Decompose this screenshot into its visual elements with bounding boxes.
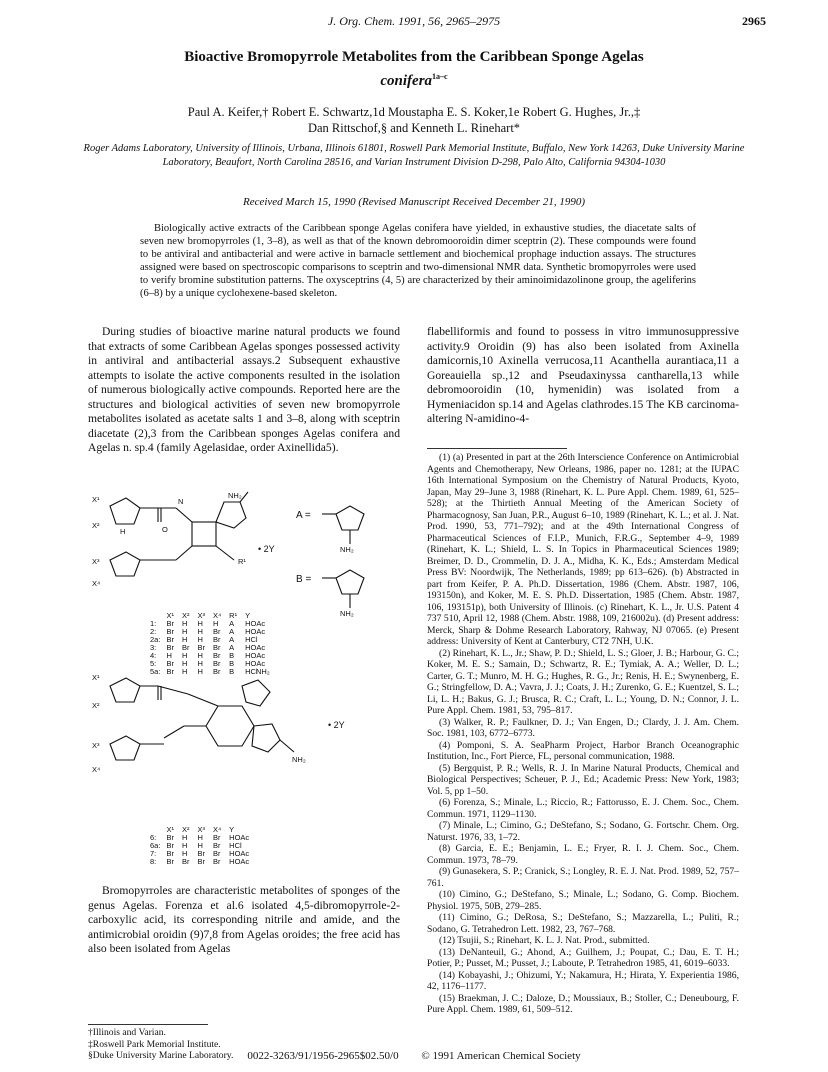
table-cell: H [212,619,219,628]
article-code: 0022-3263/91/1956-2965$02.50/0 [247,1050,399,1062]
table-cell: H [181,841,188,850]
cyclobutane-ring [192,522,216,546]
x2-label-2: X² [92,701,100,710]
reference-item: (8) Garcia, E. E.; Benjamin, L. E.; Fryer, R. I. J. Chem. Soc., Chem. Commun. 1973, 78–79. [427,843,739,866]
ring-nh-label: H [120,527,126,536]
table-cell: HOAc [245,627,266,636]
reference-item: (10) Cimino, G.; DeStefano, S.; Minale, L.; Sodano, G. Comp. Biochem. Physiol. 1975, 50B, 279–285. [427,889,739,912]
table-cell: Br [212,833,221,842]
reference-item: (1) (a) Presented in part at the 26th Interscience Conference on Antimicrobial Agents and Chemotherapy, New Orleans, 1986, paper no. 1281; at the IUPAC 16th International Symposium on the Chemistry of Natural Products, Kyoto, Japan, May 29–June 3, 1988 (Rinehart, K. L. Pure Appl. Chem. 1989, 61, 525–528); at the Thirtieth Annual Meeting of the American Society of Pharmacognosy, San Juan, P.R., August 6–10, 1989 (Rinehart, K. L.; et al. J. Nat. Prod. 1990, 53, 771–792); and at the 49th International Congress of Pharmaceutical Sciences of F.I.P., Munich, F.R.G., September 4–9, 1989 (Rinehart, K. L.; Shield, L. S. In Topics in Pharmaceutical Sciences 1989; Breimer, D. D., Crommelin, D. J. A., Midha, K. K., Eds.; Amsterdam Medical Press BV: Noordwijk, The Netherlands, 1989; pp 613–626). (b) Abstracted in part from Keifer, P. A. Ph.D. Dissertation, 1986 (Chem. Abstr. 1987, 106, 193150n), and Koker, M. E. S. Ph.D. Dissertation, 1985 (Chem. Abstr. 1987, 106, 193151p), both University of Illinois. (c) Rinehart, K. L., Jr. U.S. Patent 4 737 510, April 12, 1988 (Chem. Abstr. 1988, 109, 216002u). (d) Present address: Merck, Sharp & Dohme Research Laboratory, Rahway, NJ 07065. (e) Present address: University of Kent at Canterbury, CT2 7NH, U.K. [427,452,739,647]
table-cell: HOAc [229,833,250,842]
table-cell: A [229,627,235,636]
imidazole-ring-1 [216,502,246,528]
nh2-label-3: NH₂ [292,755,306,764]
cyclohexene-ring [206,706,254,746]
authors-line-2: Dan Rittschof,§ and Kenneth L. Rinehart* [307,121,521,135]
table-cell: Br [212,667,221,676]
reference-item: (3) Walker, R. P.; Faulkner, D. J.; Van Engen, D.; Clardy, J. J. Am. Chem. Soc. 1981, 103, 6772–6773. [427,716,739,739]
pyrrole-ring-1 [110,498,140,524]
references [427,452,739,1016]
table-cell: H [197,635,203,644]
table-cell: Br [212,857,221,866]
article-title [80,47,748,91]
x1-label-2: X¹ [92,673,100,682]
table-cell: 5: [150,659,157,668]
table-cell: HOAc [229,857,250,866]
table-cell: HOAc [245,643,266,652]
table-cell: 6a: [150,841,161,850]
table-cell: HOAc [245,651,266,660]
table-cell: Br [166,833,174,842]
x4-label-2: X⁴ [92,765,101,774]
table-cell: H [181,619,188,628]
nh2-label-a: NH₂ [340,545,354,554]
imidazolinone-B [336,570,364,594]
abstract: Biologically active extracts of the Caribbean sponge Agelas conifera have yielded, in exhaustive studies, the diacetate salts of seven new bromopyrroles (1, 3–8), as well as that of the known debromooroidin dimer sceptrin (2). These compounds were found to be antiviral and antibacterial and were active in barnacle settlement and biochemical prophage induction assays. The structures assigned were based on spectroscopic comparisons to sceptrin and two-dimensional NMR data. Synthetic bromopyrroles were used to verify bromine substitution patterns. The oxysceptrins (4, 5) are characterized by their aminoimidazolinone group, the ageliferins (6–8) by a unique cyclohexene-based skeleton. [140,223,696,299]
table-cell: X² [181,825,190,834]
table-cell: H [181,651,188,660]
table-cell: H [197,841,203,850]
table-cell: B [229,651,235,660]
b-label: B = [296,574,312,585]
a-label: A = [296,510,311,521]
table-cell: Br [166,643,174,652]
table-cell: X³ [197,611,205,620]
references-rule [427,448,567,449]
table-cell: H [197,627,203,636]
title-line-2: conifera [380,73,433,89]
reference-item: (12) Tsujii, S.; Rinehart, K. L. J. Nat. Prod., submitted. [439,935,650,946]
footnote-item: †Illinois and Varian. [88,1027,166,1038]
table-cell: R¹ [229,611,238,620]
table-cell: Br [212,627,221,636]
table-cell: 6: [150,833,157,842]
table-cell: Br [181,643,190,652]
reference-item: (7) Minale, L.; Cimino, G.; DeStefano, S.; Sodano, G. Fortschr. Chem. Org. Naturst. 1976, 33, 1–72. [427,820,739,843]
right-paragraph: flabelliformis and found to possess in vitro immunosuppressive activity.9 Oroidin (9) has also been isolated from Axinella damicornis,10 Axinella verrucosa,11 Acanthella aurantiaca,11 a Goreauiella sp.,12 and Pseudaxinyssa cantharella,13 while debromooroidin (10, hymenidin) was isolated from a Hymeniacidon sp.14 and Agelas clathrodes.15 The KB carcinoma-altering N-amidino-4- [427,325,739,425]
table-cell: Br [212,643,221,652]
reference-item: (14) Kobayashi, J.; Ohizumi, Y.; Nakamura, H.; Hirata, Y. Experientia 1986, 42, 1176–1177. [427,969,739,992]
table-cell: X⁴ [212,825,222,834]
nh2-label-1: NH₂ [228,491,242,500]
table-cell: Br [166,857,174,866]
table-cell: Br [212,659,221,668]
table-cell: Br [212,635,221,644]
table-cell: Y [229,825,235,834]
table-cell: Br [212,849,221,858]
table-cell: H [181,627,188,636]
right-column-top [427,325,739,427]
table-cell: H [197,659,203,668]
x3-label: X³ [92,557,100,566]
table-cell: HCl [229,841,242,850]
table-cell: X¹ [166,611,174,620]
nh2-label-b: NH₂ [340,609,354,618]
imidazole-ring-2 [242,680,270,706]
title-superscript: 1a–c [432,72,448,81]
table-cell: A [229,643,235,652]
table-cell: 1: [150,619,157,628]
table-cell: H [181,635,188,644]
table-cell: X² [181,611,190,620]
intro-paragraph: During studies of bioactive marine natural products we found that extracts of some Caribbean Agelas sponges possessed activity in antiviral and antibacterial assays.2 Subsequent exhaustive attempts to isolate the active components resulted in the isolation of numerous biologically active compounds. Reported here are the structures and biological activities of seven new bromopyrrole metabolites isolated as acetate salts 1 and 3–8, along with sceptrin diacetate (2),3 from the Caribbean sponges Agelas conifera and Agelas n. sp.4 (family Agelasidae, order Axinellida5). [88,325,400,454]
imidazole-A [336,506,364,530]
table-cell: H [181,659,188,668]
table-cell: H [197,667,203,676]
table-cell: 4: [150,651,157,660]
footnote-rule [88,1024,208,1025]
table-cell: 2a: [150,635,161,644]
table-row [150,858,253,866]
table-cell: Br [166,635,174,644]
footnote-item: ‡Roswell Park Memorial Institute. [88,1038,221,1050]
structure-figure-2 [88,664,400,804]
salt-label-2: • 2Y [328,720,345,730]
r1-label: R¹ [238,557,246,566]
table-cell: Br [166,659,174,668]
received-date: Received March 15, 1990 (Revised Manuscript Received December 21, 1990) [243,196,585,208]
table-cell: H [197,833,203,842]
authors-line-1: Paul A. Keifer,† Robert E. Schwartz,1d Moustapha E. S. Koker,1e Robert G. Hughes, Jr.,‡ [187,105,641,119]
table-cell: 8: [150,857,157,866]
table-cell: Br [212,651,221,660]
reference-item: (5) Bergquist, P. R.; Wells, R. J. In Marine Natural Products, Chemical and Biological Perspectives; Scheuer, P. J., Ed.; Academic Press: New York, 1983; Vol. 5, pp 1–50. [427,762,739,797]
substituent-table-2 [150,826,253,866]
table-cell: HOAc [245,659,266,668]
imidazole-ring-3 [252,724,280,752]
reference-item: (11) Cimino, G.; DeRosa, S.; DeStefano, S.; Mazzarella, L.; Puliti, R.; Sodano, G. Tetrahedron Lett. 1982, 23, 767–768. [427,912,739,935]
pyrrole-ring-2 [110,552,140,576]
table-cell: Y [245,611,251,620]
amide-nh-label: N [178,497,184,506]
table-cell: Br [197,643,205,652]
table-cell: Br [166,667,174,676]
reference-item: (2) Rinehart, K. L., Jr.; Shaw, P. D.; Shield, L. S.; Gloer, J. B.; Harbour, G. C.; Koker, M. E. S.; Samain, D.; Schwartz, R. E.; Tymiak, A. A.; Weller, D. L.; Carter, G. T.; Munro, M. H. G.; Hughes, R. G., Jr.; Renis, H. E.; Swynenberg, E. G.; Stringfellow, D. A.; Vavra, J. J.; Coats, J. H.; Zurenko, G. E.; Kuentzel, S. L.; Li, L. H.; Bakus, G. J.; Brusca, R. C.; Craft, L. L.; Young, D. N.; Connor, J. L. Pure Appl. Chem. 1981, 53, 795–817. [427,647,739,716]
affiliations: Roger Adams Laboratory, University of Illinois, Urbana, Illinois 61801, Roswell Park Memorial Institute, Buffalo, New York 14263, Duke University Marine Laboratory, Beaufort, North Carolina 28516, and Varian Instrument Division D-298, Palo Alto, California 94304-1030 [83,143,745,168]
table-cell: Br [166,849,174,858]
author-list [80,104,748,136]
table-2-body [150,834,253,866]
table-cell: 3: [150,643,157,652]
table-cell: H [166,651,172,660]
reference-item: (4) Pomponi, S. A. SeaPharm Project, Harbor Branch Oceanographic Institution, Inc., Fort Pierce, FL, personal communication, 1988. [427,739,739,762]
table-cell: HOAc [229,849,250,858]
reference-item: (6) Forenza, S.; Minale, L.; Riccio, R.; Fattorusso, E. J. Chem. Soc., Chem. Commun. 1971, 1129–1130. [427,797,739,820]
reference-item: (15) Braekman, J. C.; Daloze, D.; Moussiaux, B.; Stoller, C.; Deneubourg, F. Pure Appl. Chem. 1989, 61, 509–512. [427,992,739,1015]
left-column-intro [88,325,400,456]
x4-label: X⁴ [92,579,101,588]
table-cell: HCl [245,635,258,644]
table-cell: H [197,651,203,660]
table-cell: X³ [197,825,205,834]
table-cell: A [229,635,235,644]
table-cell: X¹ [166,825,174,834]
table-cell: B [229,659,235,668]
table-cell: B [229,667,235,676]
table-cell: HCl [245,667,258,676]
page-number: 2965 [742,14,766,28]
pyrrole-ring-3 [110,678,140,702]
table-cell: Br [181,857,190,866]
salt-label-1: • 2Y [258,544,275,554]
table-cell: Br [166,627,174,636]
table-cell: H [197,619,203,628]
reference-item: (9) Gunasekera, S. P.; Cranick, S.; Longley, R. E. J. Nat. Prod. 1989, 52, 757–761. [427,866,739,889]
table-cell: 2: [150,627,157,636]
pyrrole-ring-4 [110,736,140,760]
nh2-label-2: NH₂ [256,667,270,676]
table-cell: Br [197,849,205,858]
x2-label: X² [92,521,100,530]
left-column-bottom [88,884,400,957]
table-cell: H [181,667,188,676]
journal-citation: J. Org. Chem. 1991, 56, 2965–2975 [327,14,501,28]
table-cell: H [181,833,188,842]
table-cell: Br [166,619,174,628]
table-cell: A [229,619,235,628]
table-cell: Br [212,841,221,850]
x3-label-2: X³ [92,741,100,750]
table-2 [150,826,253,866]
x1-label: X¹ [92,495,100,504]
carbonyl-o-label: O [162,525,168,534]
reference-item: (13) DeNanteuil, G.; Ahond, A.; Guilhem, J.; Poupat, C.; Dau, E. T. H.; Potier, P.; Pusset, M.; Pusset, J.; Laboute, P. Tetrahedron 1985, 41, 6019–6033. [427,946,739,969]
bromopyrrole-paragraph: Bromopyrroles are characteristic metabolites of sponges of the genus Agelas. Forenza et al.6 isolated 4,5-dibromopyrrole-2-carboxylic acid, its corresponding nitrile and amide, and the antimicrobial oroidin (9)7,8 from Agelas oroides; the free acid has also been isolated from Agelas [88,884,400,955]
title-line-1: Bioactive Bromopyrrole Metabolites from the Caribbean Sponge Agelas [184,49,644,65]
table-cell: X⁴ [212,611,222,620]
table-cell: 7: [150,849,157,858]
table-cell: HOAc [245,619,266,628]
table-cell: Br [197,857,205,866]
table-cell: Br [166,841,174,850]
footnote-item: §Duke University Marine Laboratory. [88,1050,234,1061]
table-cell: H [181,849,188,858]
copyright: © 1991 American Chemical Society [421,1050,581,1062]
table-cell: 5a: [150,667,161,676]
bottom-line [0,1050,828,1062]
